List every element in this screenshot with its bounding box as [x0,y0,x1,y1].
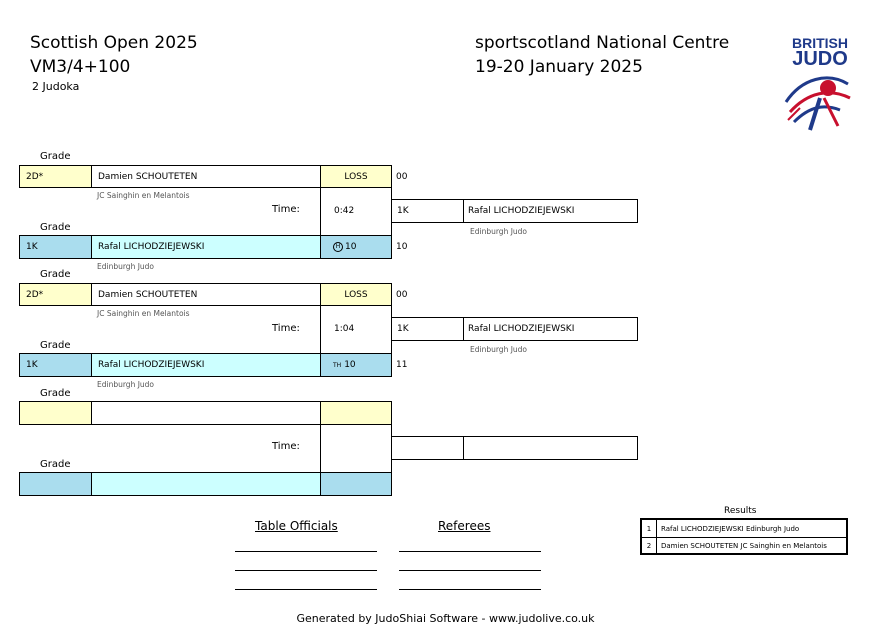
judoka-figure-icon [780,68,860,138]
time-label: Time: [272,204,300,215]
footer-credit: Generated by JudoShiai Software - www.judolive.co.uk [296,612,595,625]
white-result: LOSS [320,165,392,188]
grade-label: Grade [40,222,71,233]
winner-club: Edinburgh Judo [470,345,528,354]
british-judo-logo [780,36,860,146]
winner-name: Rafal LICHODZIEJEWSKI [463,317,638,341]
white-name: Damien SCHOUTETEN [91,283,321,306]
result-row [642,538,846,554]
blue-result-empty [320,472,392,496]
blue-result: 10 [344,360,356,370]
blue-result-cell [320,235,392,259]
blue-club: Edinburgh Judo [97,380,155,389]
results-title: Results [724,506,757,516]
white-score: 00 [396,172,408,182]
referees-heading: Referees [438,519,491,533]
time-label: Time: [272,323,300,334]
grade-label: Grade [40,388,71,399]
result-text: Rafal LICHODZIEJEWSKI Edinburgh Judo [661,524,800,533]
white-result-empty [320,401,392,425]
white-club: JC Sainghin en Melantois [97,309,190,318]
results-table [640,518,848,555]
match-time: 1:04 [334,324,355,334]
venue: sportscotland National Centre [475,33,730,53]
logo-line1: BRITISH [792,35,848,51]
result-place: 2 [642,538,657,554]
white-name: Damien SCHOUTETEN [91,165,321,188]
match-time: 0:42 [334,206,355,216]
winner-grade-empty [391,436,464,460]
winner-club: Edinburgh Judo [470,227,528,236]
blue-club: Edinburgh Judo [97,262,155,271]
winner-name-empty [463,436,638,460]
blue-name: Rafal LICHODZIEJEWSKI [91,353,321,377]
white-score: 00 [396,290,408,300]
blue-result: 10 [345,242,357,252]
category-title: VM3/4+100 [30,57,131,77]
winner-grade: 1K [391,317,464,341]
blue-score: 11 [396,360,408,370]
blue-result-cell [320,353,392,377]
grade-label: Grade [40,340,71,351]
blue-grade: 1K [19,353,92,377]
dates: 19-20 January 2025 [475,57,643,77]
table-officials-heading: Table Officials [255,519,338,533]
grade-label: Grade [40,459,71,470]
white-club: JC Sainghin en Melantois [97,191,190,200]
grade-label: Grade [40,269,71,280]
hansoku-mark-icon: H [333,242,343,252]
white-grade: 2D* [19,283,92,306]
hansoku-mark: TH [333,361,342,369]
result-row [642,520,846,538]
result-place: 1 [642,520,657,537]
judoka-count: 2 Judoka [32,80,80,93]
white-name-empty [91,401,321,425]
grade-label: Grade [40,151,71,162]
white-grade-empty [19,401,92,425]
blue-grade-empty [19,472,92,496]
white-result: LOSS [320,283,392,306]
result-text: Damien SCHOUTETEN JC Sainghin en Melantois [661,542,827,550]
winner-name: Rafal LICHODZIEJEWSKI [463,199,638,223]
blue-score: 10 [396,242,408,252]
time-label: Time: [272,441,300,452]
white-grade: 2D* [19,165,92,188]
logo-line2: JUDO [792,48,848,70]
event-title: Scottish Open 2025 [30,33,198,53]
blue-grade: 1K [19,235,92,259]
blue-name-empty [91,472,321,496]
winner-grade: 1K [391,199,464,223]
blue-name: Rafal LICHODZIEJEWSKI [91,235,321,259]
